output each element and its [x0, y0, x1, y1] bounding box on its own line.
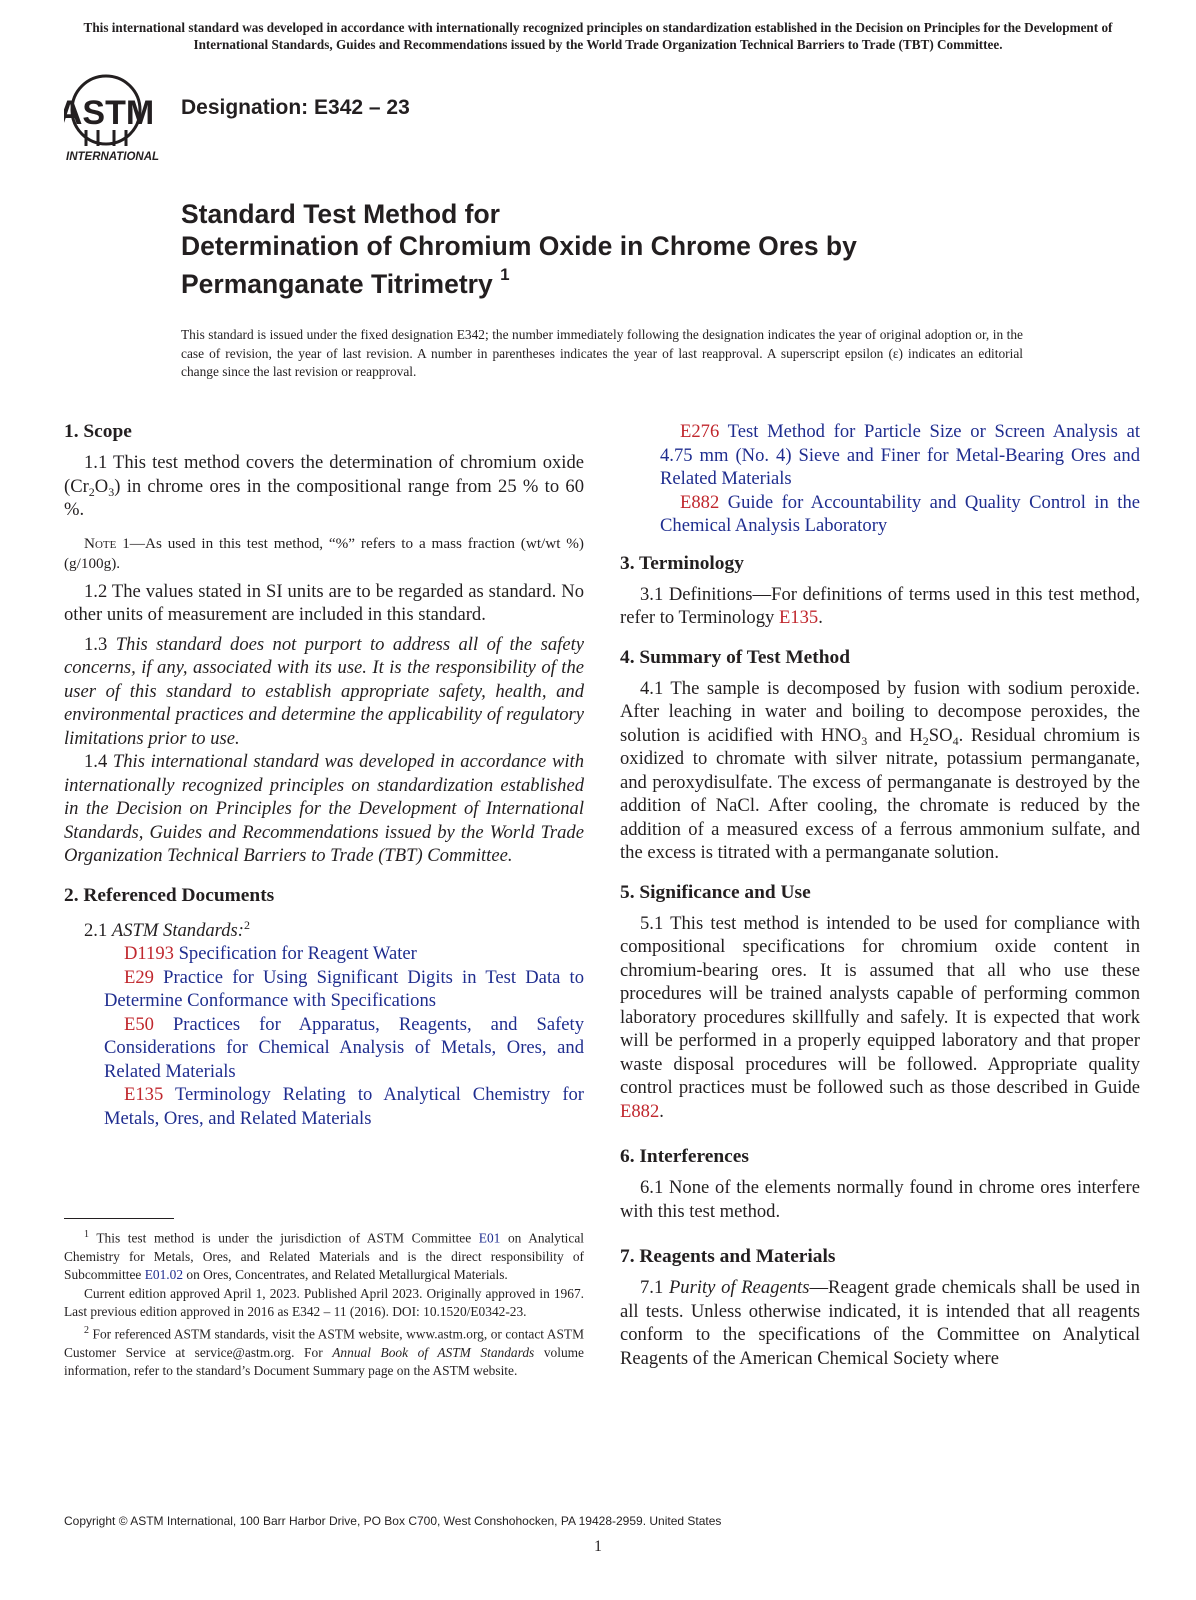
paragraph-1-3: 1.3 This standard does not purport to address all of the safety concerns, if any, associated with its use. It is the responsibility of the user of this standard to establish appropriate safety, health, and environmental practices and determine the applicability of regulatory limitations prior to use. [64, 633, 584, 749]
paragraph-2-1: 2.1 ASTM Standards:$^2$ [84, 917, 250, 941]
issuance-statement: This standard is issued under the fixed designation E342; the number immediately following the designation indicates the year of original adoption or, in the case of revision, the year of last revision. A number in parentheses indicates the year of last reapproval. A superscript epsilon (ε) indicates an editorial change since the last revision or reapproval. [181, 327, 1023, 380]
section-heading-referenced-documents: 2. Referenced Documents [64, 884, 275, 906]
footnote-1: $^1$ This test method is under the jurisdiction of ASTM Committee E01 on Analytical Chemistry for Metals, Ores, and Related Materials and is the direct responsibility of Subcommittee E01.02 on Ores, Concentrates, and Related Metallurgical Materials. [64, 1229, 584, 1283]
section-heading-reagents: 7. Reagents and Materials [620, 1246, 836, 1267]
page-number: 1 [594, 1538, 602, 1555]
paragraph-1-4: 1.4 This international standard was developed in accordance with internationally recognized principles on standardization established in the Decision on Principles for the Development of International Standards, Guides and Recommendations issued by the World Trade Organization Technical Barriers to Trade (TBT) Committee. [64, 751, 585, 866]
paragraph-7-1: 7.1 Purity of Reagents—Reagent grade chemicals shall be used in all tests. Unless otherwise indicated, it is intended that all reagents conform to the specifications of the Committee on Analytical Reagents of the American Chemical Society where [620, 1277, 1141, 1369]
note-1: Note 1—As used in this test method, “%” refers to a mass fraction (wt/wt %) (g/100g). [64, 534, 584, 572]
astm-logo-icon [64, 70, 168, 166]
section-heading-terminology: 3. Terminology [620, 552, 744, 574]
paragraph-1-1: 1.1 This test method covers the determination of chromium oxide $(Cr_2O_3)$ in chrome ores in the compositional range from 25 % to 60 %. [64, 452, 584, 520]
logo-letters: ASTM [64, 94, 155, 132]
logo-subtext: INTERNATIONAL [66, 151, 160, 163]
right-column [620, 420, 1140, 1370]
xref-e882[interactable]: E882 [620, 1100, 660, 1122]
footnote-2: $^2$ For referenced ASTM standards, visit the ASTM website, www.astm.org, or contact ASTM Customer Service at service@astm.org. For Annual Book of ASTM Standards volume information, refer to the standard’s Document Summary page on the ASTM website. [64, 1324, 584, 1379]
footnotes [64, 1226, 584, 1381]
link-e01[interactable]: E01 [478, 1230, 501, 1246]
tbt-notice: This international standard was developed in accordance with internationally recognized principles on standardization established in the Decision on Principles for the Development of International Standards, Guides and Recommendations issued by the World Trade Organization Technical Barriers to Trade (TBT) Committee. [83, 20, 1113, 52]
xref-e135[interactable]: E135 [778, 607, 819, 628]
title-line-1: Standard Test Method for [181, 199, 500, 229]
paragraph-4-1: 4.1 The sample is decomposed by fusion with sodium peroxide. After leaching in water and boiling to decompose peroxides, the solution is acidified with $HNO_3$ and $H_2SO_4$. Residual chromium is oxidized to chromate with silver nitrate, potassium permanganate, and peroxydisulfate. The excess of permanganate is destroyed by the addition of NaCl. After cooling, the chromate is reduced by the addition of a measured excess of a ferrous ammonium sulfate, and the excess is titrated with a permanganate solution. [620, 677, 1140, 863]
ref-e882[interactable]: E882 Guide for Accountability and Quality Control in the Chemical Analysis Laboratory [660, 491, 1141, 536]
title-line-3: Permanganate Titrimetry $^1$ [181, 265, 510, 299]
astm-logo [64, 70, 168, 166]
title-line-2: Determination of Chromium Oxide in Chrome Ores by [181, 231, 857, 261]
footnote-divider [64, 1218, 174, 1219]
edition-note: Current edition approved April 1, 2023. Published April 2023. Originally approved in 1967. Last previous edition approved in 2016 as E342 – 11 (2016). DOI: 10.1520/E0342-23. [64, 1285, 584, 1320]
ref-e50[interactable]: E50 Practices for Apparatus, Reagents, and Safety Considerations for Chemical Analysis of Metals, Ores, and Related Materials [104, 1013, 584, 1082]
paragraph-1-2: 1.2 The values stated in SI units are to be regarded as standard. No other units of measurement are included in this standard. [64, 580, 584, 625]
link-e01-02[interactable]: E01.02 [144, 1267, 184, 1283]
paragraph-5-1: 5.1 This test method is intended to be used for compliance with compositional specifications for chromium oxide content in chromium-bearing ores. It is assumed that all who use these procedures will be trained analysts capable of performing common laboratory procedures skillfully and safely. It is expected that work will be performed in a properly equipped laboratory and that proper waste disposal procedures will be followed. Appropriate quality control practices must be followed such as those described in Guide E882. [620, 912, 1140, 1122]
copyright: Copyright © ASTM International, 100 Barr Harbor Drive, PO Box C700, West Conshohocken, PA 19428-2959. United States [64, 1514, 722, 1528]
designation: Designation: E342 – 23 [181, 96, 410, 119]
title-footnote-mark: 1 [500, 265, 510, 284]
paragraph-3-1: 3.1 Definitions—For definitions of terms used in this test method, refer to Terminology E135. [620, 583, 1140, 628]
ref-e276[interactable]: E276 Test Method for Particle Size or Screen Analysis at 4.75 mm (No. 4) Sieve and Finer for Metal-Bearing Ores and Related Materials [660, 421, 1140, 489]
document-title [181, 198, 1081, 300]
ref-d1193[interactable]: D1193 Specification for Reagent Water [124, 943, 417, 965]
section-heading-interferences: 6. Interferences [620, 1146, 749, 1167]
left-column [64, 420, 584, 1130]
section-heading-significance: 5. Significance and Use [620, 881, 811, 903]
ref-e29[interactable]: E29 Practice for Using Significant Digits in Test Data to Determine Conformance with Specifications [104, 966, 584, 1012]
section-heading-scope: 1. Scope [64, 421, 132, 442]
ref-e135[interactable]: E135 Terminology Relating to Analytical Chemistry for Metals, Ores, and Related Materials [104, 1084, 585, 1129]
section-heading-summary: 4. Summary of Test Method [620, 646, 850, 668]
paragraph-6-1: 6.1 None of the elements normally found in chrome ores interfere with this test method. [620, 1177, 1140, 1222]
